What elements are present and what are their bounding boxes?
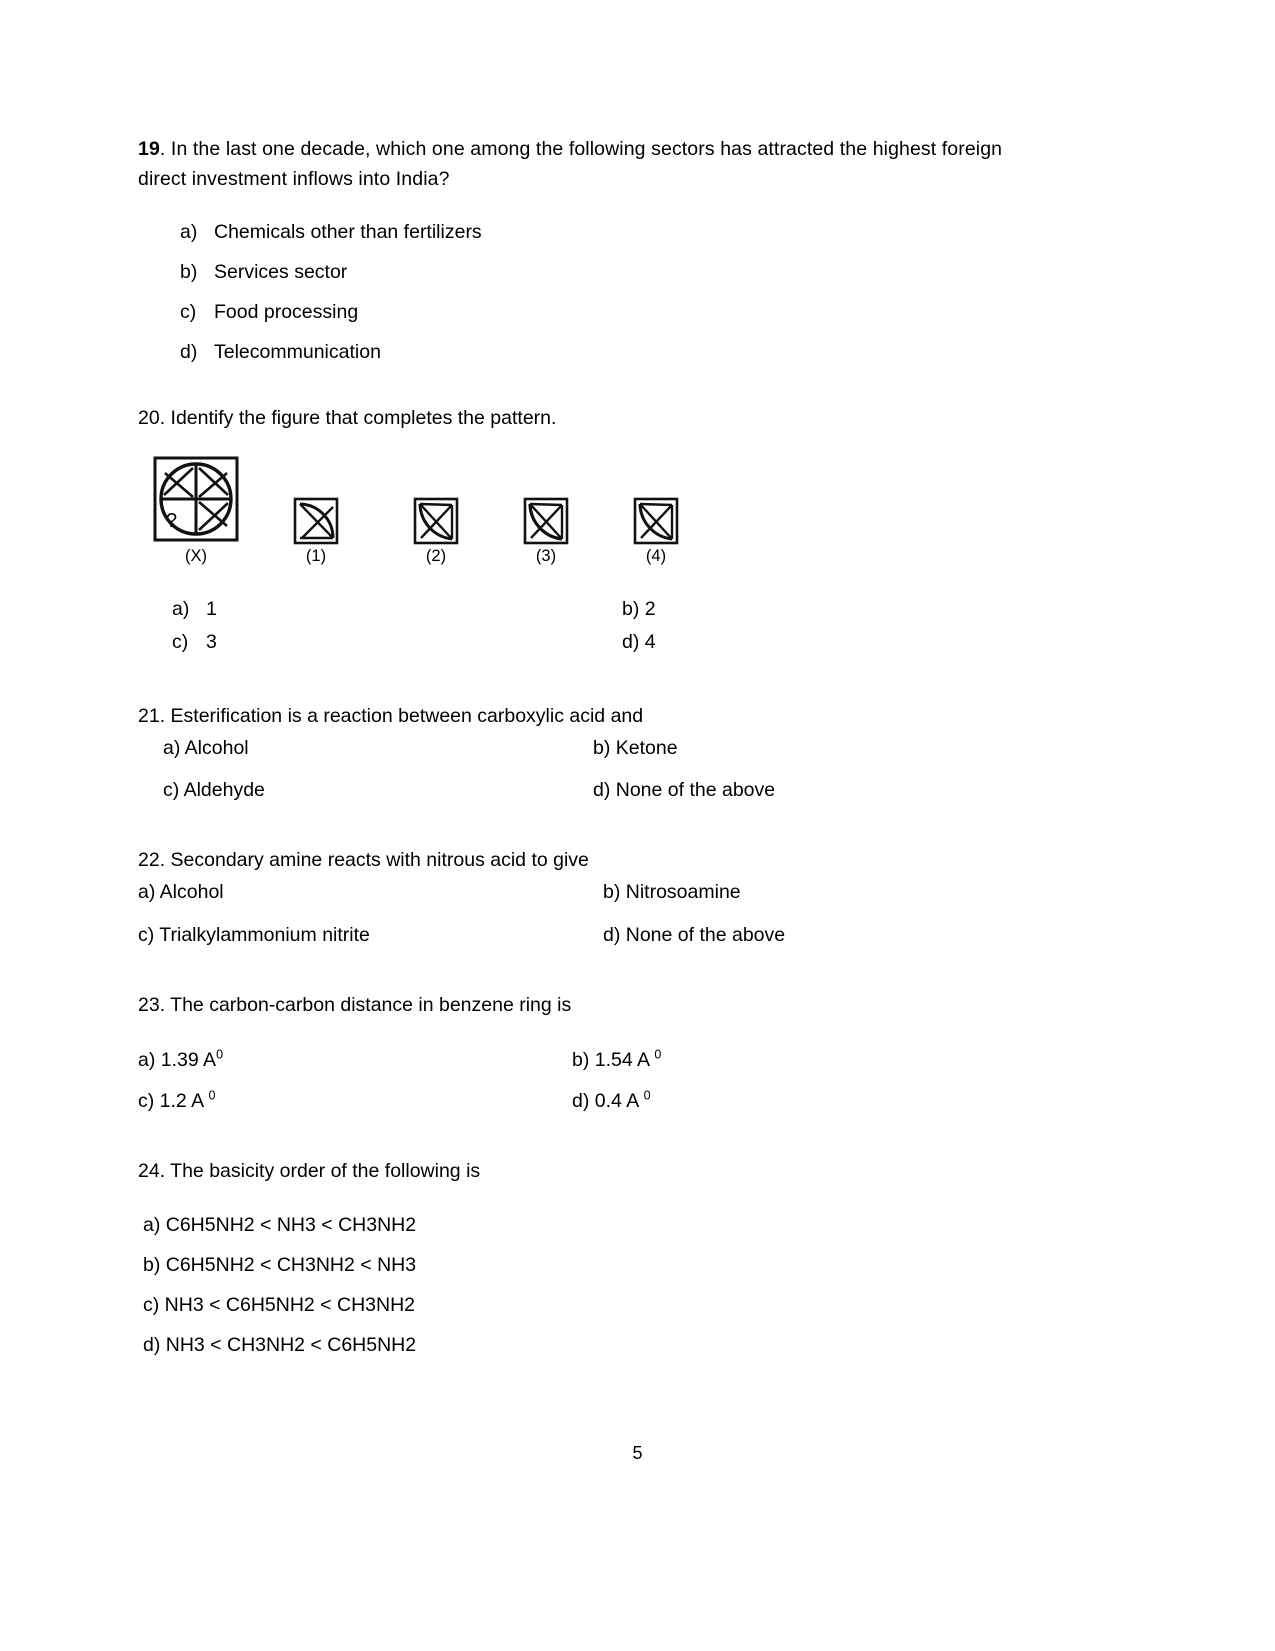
figure-option-2-graphic <box>413 497 459 545</box>
question-23-option-c[interactable] <box>138 1086 572 1116</box>
question-24-stem: 24. The basicity order of the following is <box>138 1160 481 1182</box>
question-21-options <box>138 733 1038 805</box>
option-text: 4 <box>644 631 656 653</box>
figure-x <box>152 455 240 543</box>
question-23-stem: 23. The carbon-carbon distance in benzene ring is <box>138 994 572 1016</box>
option-text: Telecommunication <box>214 341 381 363</box>
option-text: Food processing <box>214 301 359 323</box>
question-21-option-a[interactable]: a) Alcohol <box>163 737 249 759</box>
option-label: b) <box>622 598 640 620</box>
page-number: 5 <box>632 1443 643 1463</box>
figure-option-1 <box>293 497 339 545</box>
question-24-option-b[interactable]: b) C6H5NH2 < CH3NH2 < NH3 <box>143 1254 417 1276</box>
option-text: c) 1.2 A <box>138 1090 209 1112</box>
question-19-option-b[interactable] <box>180 257 1038 287</box>
figure-option-3 <box>523 497 569 545</box>
question-22-stem: 22. Secondary amine reacts with nitrous acid to give <box>138 849 589 871</box>
question-24 <box>138 1156 1038 1360</box>
question-20-option-c[interactable] <box>172 626 622 659</box>
option-text: d) 0.4 A <box>572 1090 644 1112</box>
option-label: c) <box>172 631 189 653</box>
figure-option-3-graphic <box>523 497 569 545</box>
question-20-options <box>138 593 1038 659</box>
question-23-options-row-2 <box>138 1086 1038 1116</box>
question-22-options <box>138 877 1038 950</box>
option-label: a) <box>172 598 190 620</box>
question-20-options-row-2 <box>172 626 1038 659</box>
figure-option-4-graphic <box>633 497 679 545</box>
question-21-option-d[interactable]: d) None of the above <box>593 779 776 801</box>
question-20-option-a[interactable] <box>172 593 622 626</box>
option-label: d) <box>180 341 198 363</box>
question-19-options <box>138 217 1038 367</box>
question-24-option-c[interactable]: c) NH3 < C6H5NH2 < CH3NH2 <box>143 1294 416 1316</box>
question-24-option-d[interactable]: d) NH3 < CH3NH2 < C6H5NH2 <box>143 1334 417 1356</box>
question-20-option-d[interactable] <box>622 626 656 659</box>
question-20-option-b[interactable] <box>622 593 656 626</box>
question-24-options <box>138 1210 1038 1360</box>
figure-caption-3: (3) <box>535 547 557 565</box>
option-label: b) <box>180 261 198 283</box>
degree-superscript: 0 <box>208 1088 216 1103</box>
page-content <box>138 134 1038 1370</box>
figure-caption-1: (1) <box>305 547 327 565</box>
degree-superscript: 0 <box>654 1047 662 1062</box>
question-19-stem <box>138 134 1028 194</box>
option-label: c) <box>180 301 197 323</box>
question-19-option-a[interactable] <box>180 217 1038 247</box>
question-19-stem-text: . In the last one decade, which one among the following sectors has attracted the highest foreign direct investment inflows into India? <box>138 138 1003 190</box>
question-19-option-d[interactable] <box>180 337 1038 367</box>
question-23-options-row-1 <box>138 1045 1038 1075</box>
question-22-option-b[interactable]: b) Nitrosoamine <box>603 881 741 903</box>
figure-x-question-mark: ? <box>166 510 178 532</box>
question-21-options-row-1 <box>138 733 1038 763</box>
question-21-option-c[interactable]: c) Aldehyde <box>163 779 265 801</box>
option-text: b) 1.54 A <box>572 1049 655 1071</box>
question-22-options-row-1 <box>138 877 1038 907</box>
question-23-option-a[interactable] <box>138 1045 572 1075</box>
question-20-stem: 20. Identify the figure that completes the pattern. <box>138 407 557 429</box>
question-22-options-row-2 <box>138 920 1038 950</box>
question-20 <box>138 403 1038 659</box>
question-19 <box>138 134 1038 367</box>
question-23-option-b[interactable] <box>572 1045 661 1075</box>
question-21-option-b[interactable]: b) Ketone <box>593 737 678 759</box>
question-21 <box>138 701 1038 805</box>
question-21-stem: 21. Esterification is a reaction between carboxylic acid and <box>138 705 644 727</box>
question-23 <box>138 990 1038 1116</box>
degree-superscript: 0 <box>216 1047 224 1062</box>
question-24-option-a[interactable]: a) C6H5NH2 < NH3 < CH3NH2 <box>143 1214 417 1236</box>
option-text: 1 <box>206 598 217 620</box>
option-text: a) 1.39 A <box>138 1049 217 1071</box>
question-22 <box>138 845 1038 950</box>
question-23-option-d[interactable] <box>572 1086 651 1116</box>
option-label: d) <box>622 631 640 653</box>
question-19-option-c[interactable] <box>180 297 1038 327</box>
question-19-number: 19 <box>138 138 160 160</box>
question-22-option-c[interactable]: c) Trialkylammonium nitrite <box>138 924 370 946</box>
option-label: a) <box>180 221 198 243</box>
question-20-figure-row <box>138 455 1038 573</box>
figure-option-1-graphic <box>293 497 339 545</box>
figure-caption-4: (4) <box>645 547 667 565</box>
option-text: Services sector <box>214 261 348 283</box>
figure-caption-x: (X) <box>185 547 207 565</box>
question-20-options-row-1 <box>172 593 1038 626</box>
question-22-option-a[interactable]: a) Alcohol <box>138 881 224 903</box>
question-23-options <box>138 1045 1038 1116</box>
option-text: 3 <box>206 631 217 653</box>
figure-option-4 <box>633 497 679 545</box>
degree-superscript: 0 <box>643 1088 651 1103</box>
option-text: 2 <box>644 598 656 620</box>
question-21-options-row-2 <box>138 775 1038 805</box>
option-text: Chemicals other than fertilizers <box>214 221 482 243</box>
figure-option-2 <box>413 497 459 545</box>
figure-caption-2: (2) <box>425 547 447 565</box>
question-22-option-d[interactable]: d) None of the above <box>603 924 786 946</box>
